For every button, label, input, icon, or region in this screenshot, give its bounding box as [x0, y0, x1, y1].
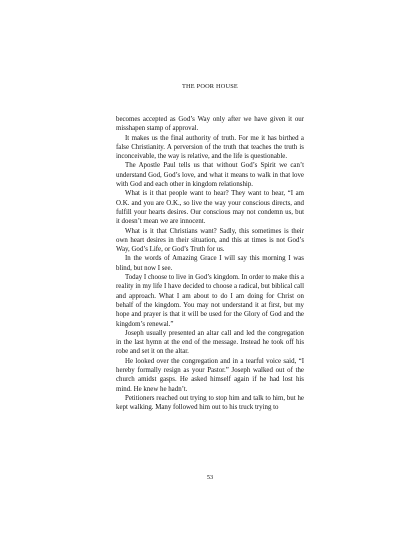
paragraph: The Apostle Paul tells us that without God’s Spirit we can’t understand God, God’s love, and what it means to walk in that love with God and each other in kingdom relationship.	[116, 162, 304, 189]
paragraph: Petitioners reached out trying to stop him and talk to him, but he kept walking. Many followed him out to his truck trying to	[116, 394, 304, 412]
body-text	[116, 115, 304, 413]
paragraph: What is it that Christians want? Sadly, this sometimes is their own heart desires in their situation, and this at times is not God’s Way, God’s Life, or God’s Truth for us.	[116, 227, 304, 254]
paragraph: What is it that people want to hear? They want to hear, “I am O.K. and you are O.K., so live the way your conscious directs, and fulfill your hearts desires. Our conscious may not condemn us, but it doesn’t mean we are innocent.	[116, 190, 304, 226]
paragraph: Joseph usually presented an altar call and led the congregation in the last hymn at the end of the message. Instead he took off his robe and set it on the altar.	[116, 329, 304, 356]
running-head: THE POOR HOUSE	[182, 83, 238, 90]
paragraph: Today I choose to live in God’s kingdom. In order to make this a reality in my life I have decided to choose a radical, but biblical call and approach. What I am about to do I am doing for Christ on behalf of the kingdom. You may not understand it at first, but my hope and prayer is that it will be used for the Glory of God and the kingdom’s renewal.”	[116, 274, 304, 328]
page-number: 53	[206, 474, 214, 481]
paragraph: It makes us the final authority of truth. For me it has birthed a false Christianity. A perversion of the truth that teaches the truth is inconceivable, the way is relative, and the life is questionable.	[116, 134, 304, 161]
paragraph: He looked over the congregation and in a tearful voice said, “I hereby formally resign as your Pastor.” Joseph walked out of the church amidst gasps. He asked himself again if he had lost his mind. He knew he hadn’t.	[116, 357, 304, 393]
paragraph: becomes accepted as God’s Way only after we have given it our misshapen stamp of approval.	[116, 116, 304, 133]
paragraph: In the words of Amazing Grace I will say this morning I was blind, but now I see.	[116, 255, 304, 272]
